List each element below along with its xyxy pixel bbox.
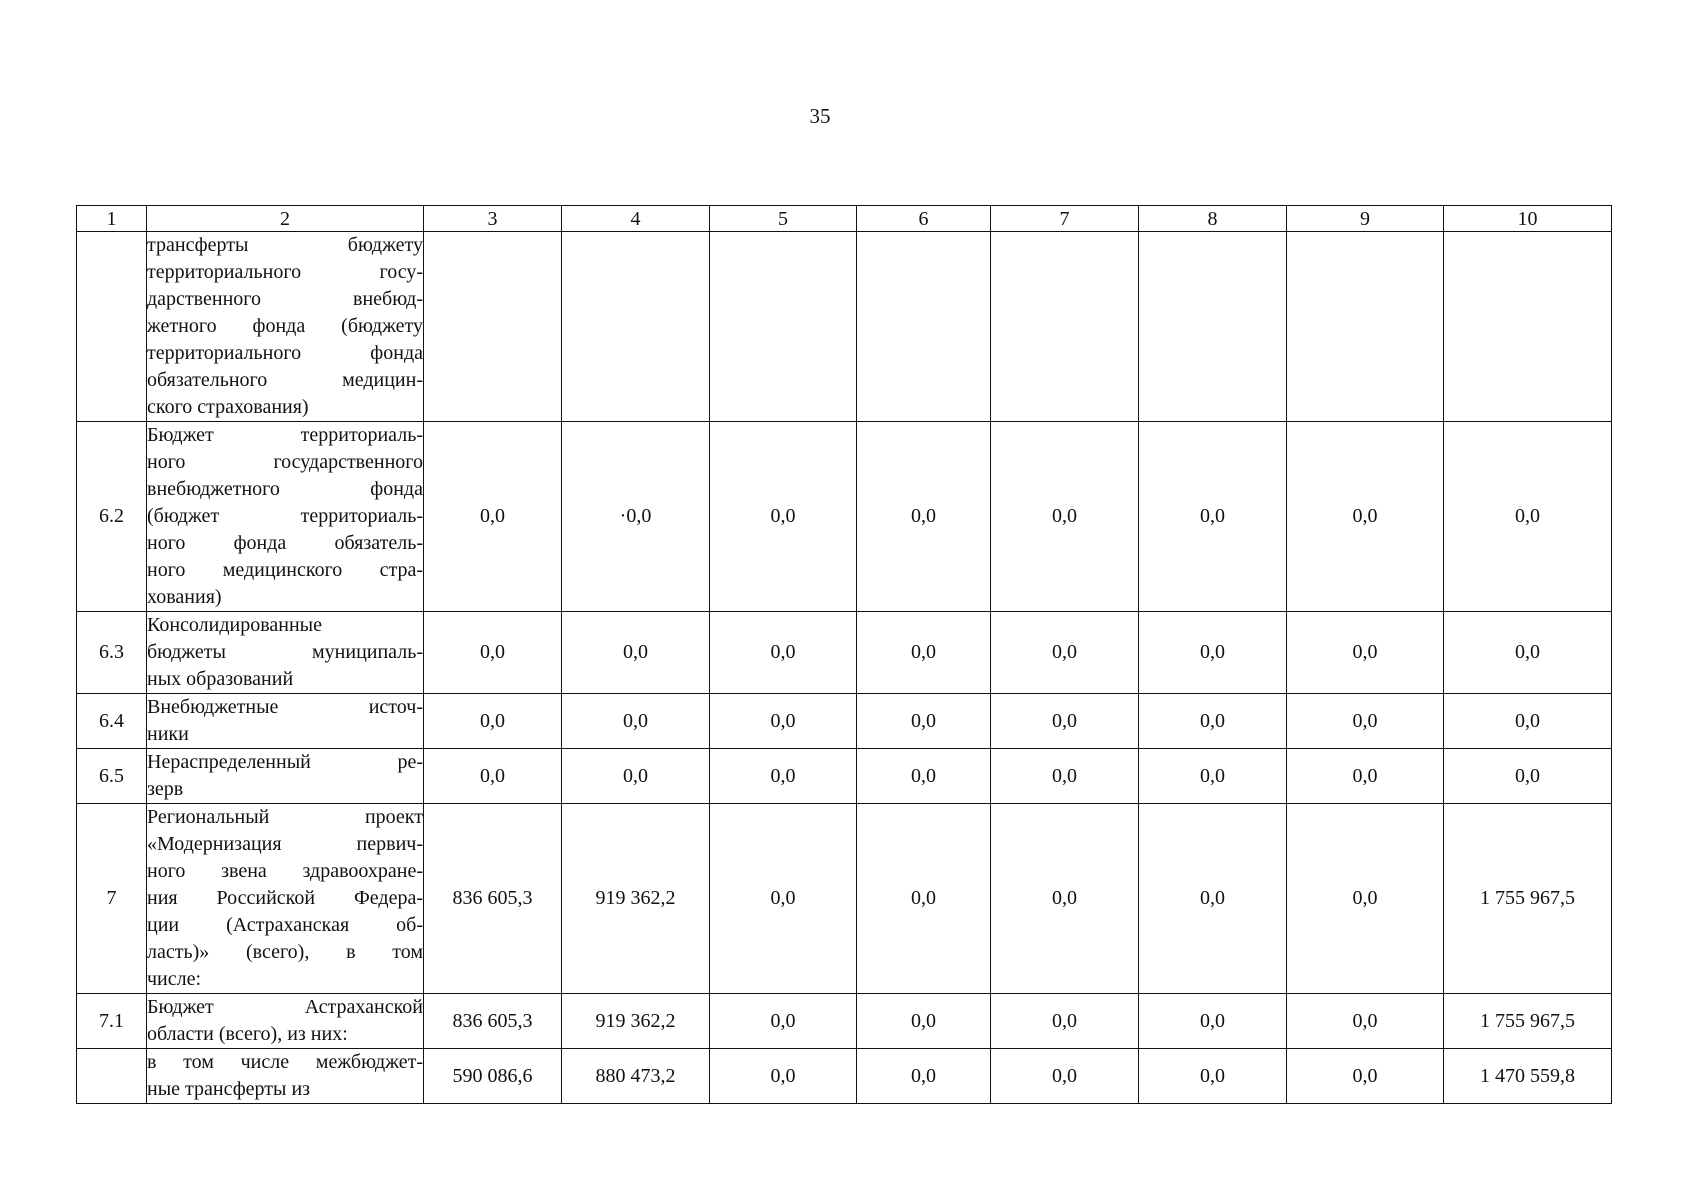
row-name-line: «Модернизация первич- bbox=[147, 833, 423, 855]
table-row bbox=[77, 994, 1612, 1049]
value-cell-col6: 0,0 bbox=[857, 612, 991, 694]
value-cell-col8 bbox=[1139, 232, 1287, 422]
value-cell-col10: 1 755 967,5 bbox=[1444, 994, 1612, 1049]
value-cell-col10: 1 755 967,5 bbox=[1444, 804, 1612, 994]
table-row bbox=[77, 612, 1612, 694]
header-cell: 5 bbox=[710, 206, 857, 232]
value-cell-col5 bbox=[710, 232, 857, 422]
value-cell-col5: 0,0 bbox=[710, 994, 857, 1049]
header-cell: 3 bbox=[424, 206, 562, 232]
value-cell-col4 bbox=[562, 232, 710, 422]
row-name-line: Региональный проект bbox=[147, 806, 423, 828]
value-cell-col3: 0,0 bbox=[424, 694, 562, 749]
row-name bbox=[147, 994, 424, 1049]
row-name bbox=[147, 749, 424, 804]
value-cell-col8: 0,0 bbox=[1139, 612, 1287, 694]
header-cell: 6 bbox=[857, 206, 991, 232]
value-cell-col8: 0,0 bbox=[1139, 422, 1287, 612]
row-name bbox=[147, 1049, 424, 1104]
value-cell-col9: 0,0 bbox=[1287, 804, 1444, 994]
value-cell-col7 bbox=[991, 232, 1139, 422]
value-cell-col8: 0,0 bbox=[1139, 994, 1287, 1049]
row-name-line: ного медицинского стра- bbox=[147, 559, 423, 581]
value-cell-col9: 0,0 bbox=[1287, 1049, 1444, 1104]
budget-table bbox=[76, 205, 1612, 1104]
value-cell-col7: 0,0 bbox=[991, 994, 1139, 1049]
value-cell-col7: 0,0 bbox=[991, 1049, 1139, 1104]
value-cell-col9: 0,0 bbox=[1287, 694, 1444, 749]
row-number bbox=[77, 232, 147, 422]
value-cell-col3 bbox=[424, 232, 562, 422]
row-name-line: Бюджет Астраханской bbox=[147, 996, 423, 1018]
row-name-line: зерв bbox=[147, 778, 184, 800]
value-cell-col4: 0,0 bbox=[562, 749, 710, 804]
row-number: 6.5 bbox=[77, 749, 147, 804]
value-cell-col7: 0,0 bbox=[991, 804, 1139, 994]
table-row bbox=[77, 749, 1612, 804]
header-cell: 4 bbox=[562, 206, 710, 232]
row-name-line: территориального фонда bbox=[147, 342, 423, 364]
row-name-line: бюджеты муниципаль- bbox=[147, 641, 423, 663]
row-name-line: Бюджет территориаль- bbox=[147, 424, 423, 446]
value-cell-col6: 0,0 bbox=[857, 749, 991, 804]
value-cell-col6: 0,0 bbox=[857, 694, 991, 749]
row-name-line: ского страхования) bbox=[147, 396, 309, 418]
row-name-line: ных образований bbox=[147, 668, 294, 690]
value-cell-col3: 0,0 bbox=[424, 749, 562, 804]
row-name-line: ции (Астраханская об- bbox=[147, 914, 423, 936]
value-cell-col6 bbox=[857, 232, 991, 422]
row-name bbox=[147, 694, 424, 749]
value-cell-col10: 0,0 bbox=[1444, 612, 1612, 694]
row-name-line: жетного фонда (бюджету bbox=[147, 315, 423, 337]
value-cell-col9: 0,0 bbox=[1287, 422, 1444, 612]
value-cell-col3: 0,0 bbox=[424, 612, 562, 694]
value-cell-col9: 0,0 bbox=[1287, 749, 1444, 804]
value-cell-col4: 0,0 bbox=[562, 694, 710, 749]
value-cell-col8: 0,0 bbox=[1139, 694, 1287, 749]
table-body bbox=[77, 232, 1612, 1104]
value-cell-col3: 0,0 bbox=[424, 422, 562, 612]
value-cell-col9 bbox=[1287, 232, 1444, 422]
row-name-line: территориального госу- bbox=[147, 261, 423, 283]
value-cell-col6: 0,0 bbox=[857, 994, 991, 1049]
row-number bbox=[77, 1049, 147, 1104]
budget-table-container bbox=[76, 205, 1612, 1104]
value-cell-col4: 0,0 bbox=[562, 612, 710, 694]
row-number: 7 bbox=[77, 804, 147, 994]
value-cell-col6: 0,0 bbox=[857, 804, 991, 994]
row-number: 6.3 bbox=[77, 612, 147, 694]
row-name-line: ласть)» (всего), в том bbox=[147, 941, 423, 963]
table-row bbox=[77, 422, 1612, 612]
value-cell-col10: 0,0 bbox=[1444, 422, 1612, 612]
header-cell: 10 bbox=[1444, 206, 1612, 232]
value-cell-col9: 0,0 bbox=[1287, 612, 1444, 694]
header-row bbox=[77, 206, 1612, 232]
row-name-line: внебюджетного фонда bbox=[147, 478, 423, 500]
value-cell-col5: 0,0 bbox=[710, 1049, 857, 1104]
value-cell-col5: 0,0 bbox=[710, 612, 857, 694]
table-row bbox=[77, 694, 1612, 749]
value-cell-col3: 836 605,3 bbox=[424, 804, 562, 994]
row-name-line: Консолидированные bbox=[147, 614, 322, 636]
row-name-line: в том числе межбюджет- bbox=[147, 1051, 423, 1073]
row-name-line: Внебюджетные источ- bbox=[147, 696, 423, 718]
value-cell-col3: 836 605,3 bbox=[424, 994, 562, 1049]
row-name-line: ного государственного bbox=[147, 451, 423, 473]
page-number: 35 bbox=[809, 104, 831, 128]
row-name bbox=[147, 804, 424, 994]
value-cell-col6: 0,0 bbox=[857, 1049, 991, 1104]
row-name bbox=[147, 422, 424, 612]
row-name bbox=[147, 612, 424, 694]
value-cell-col4: 919 362,2 bbox=[562, 804, 710, 994]
header-cell: 8 bbox=[1139, 206, 1287, 232]
row-name-line: Нераспределенный ре- bbox=[147, 751, 423, 773]
header-cell: 1 bbox=[77, 206, 147, 232]
value-cell-col10: 0,0 bbox=[1444, 749, 1612, 804]
table-row bbox=[77, 804, 1612, 994]
row-name-line: ные трансферты из bbox=[147, 1078, 311, 1100]
row-number: 6.2 bbox=[77, 422, 147, 612]
value-cell-col10: 0,0 bbox=[1444, 694, 1612, 749]
table-row bbox=[77, 1049, 1612, 1104]
row-name-line: хования) bbox=[147, 586, 222, 608]
row-name-line: числе: bbox=[147, 968, 202, 990]
value-cell-col4: 919 362,2 bbox=[562, 994, 710, 1049]
row-name-line: дарственного внебюд- bbox=[147, 288, 423, 310]
value-cell-col6: 0,0 bbox=[857, 422, 991, 612]
row-name-line: (бюджет территориаль- bbox=[147, 505, 423, 527]
value-cell-col9: 0,0 bbox=[1287, 994, 1444, 1049]
header-cell: 7 bbox=[991, 206, 1139, 232]
value-cell-col5: 0,0 bbox=[710, 749, 857, 804]
row-name-line: ного фонда обязатель- bbox=[147, 532, 423, 554]
value-cell-col8: 0,0 bbox=[1139, 1049, 1287, 1104]
table-row bbox=[77, 232, 1612, 422]
row-name-line: обязательного медицин- bbox=[147, 369, 423, 391]
value-cell-col5: 0,0 bbox=[710, 422, 857, 612]
value-cell-col5: 0,0 bbox=[710, 694, 857, 749]
row-name-line: ния Российской Федера- bbox=[147, 887, 423, 909]
row-name-line: ники bbox=[147, 723, 189, 745]
value-cell-col8: 0,0 bbox=[1139, 749, 1287, 804]
value-cell-col7: 0,0 bbox=[991, 612, 1139, 694]
value-cell-col7: 0,0 bbox=[991, 422, 1139, 612]
row-number: 6.4 bbox=[77, 694, 147, 749]
header-cell: 2 bbox=[147, 206, 424, 232]
value-cell-col5: 0,0 bbox=[710, 804, 857, 994]
row-name-line: ного звена здравоохране- bbox=[147, 860, 423, 882]
row-name-line: трансферты бюджету bbox=[147, 234, 423, 256]
value-cell-col7: 0,0 bbox=[991, 694, 1139, 749]
header-cell: 9 bbox=[1287, 206, 1444, 232]
value-cell-col4: 880 473,2 bbox=[562, 1049, 710, 1104]
value-cell-col4: ·0,0 bbox=[562, 422, 710, 612]
value-cell-col8: 0,0 bbox=[1139, 804, 1287, 994]
value-cell-col3: 590 086,6 bbox=[424, 1049, 562, 1104]
value-cell-col10 bbox=[1444, 232, 1612, 422]
value-cell-col10: 1 470 559,8 bbox=[1444, 1049, 1612, 1104]
value-cell-col7: 0,0 bbox=[991, 749, 1139, 804]
row-number: 7.1 bbox=[77, 994, 147, 1049]
row-name-line: области (всего), из них: bbox=[147, 1023, 348, 1045]
row-name bbox=[147, 232, 424, 422]
